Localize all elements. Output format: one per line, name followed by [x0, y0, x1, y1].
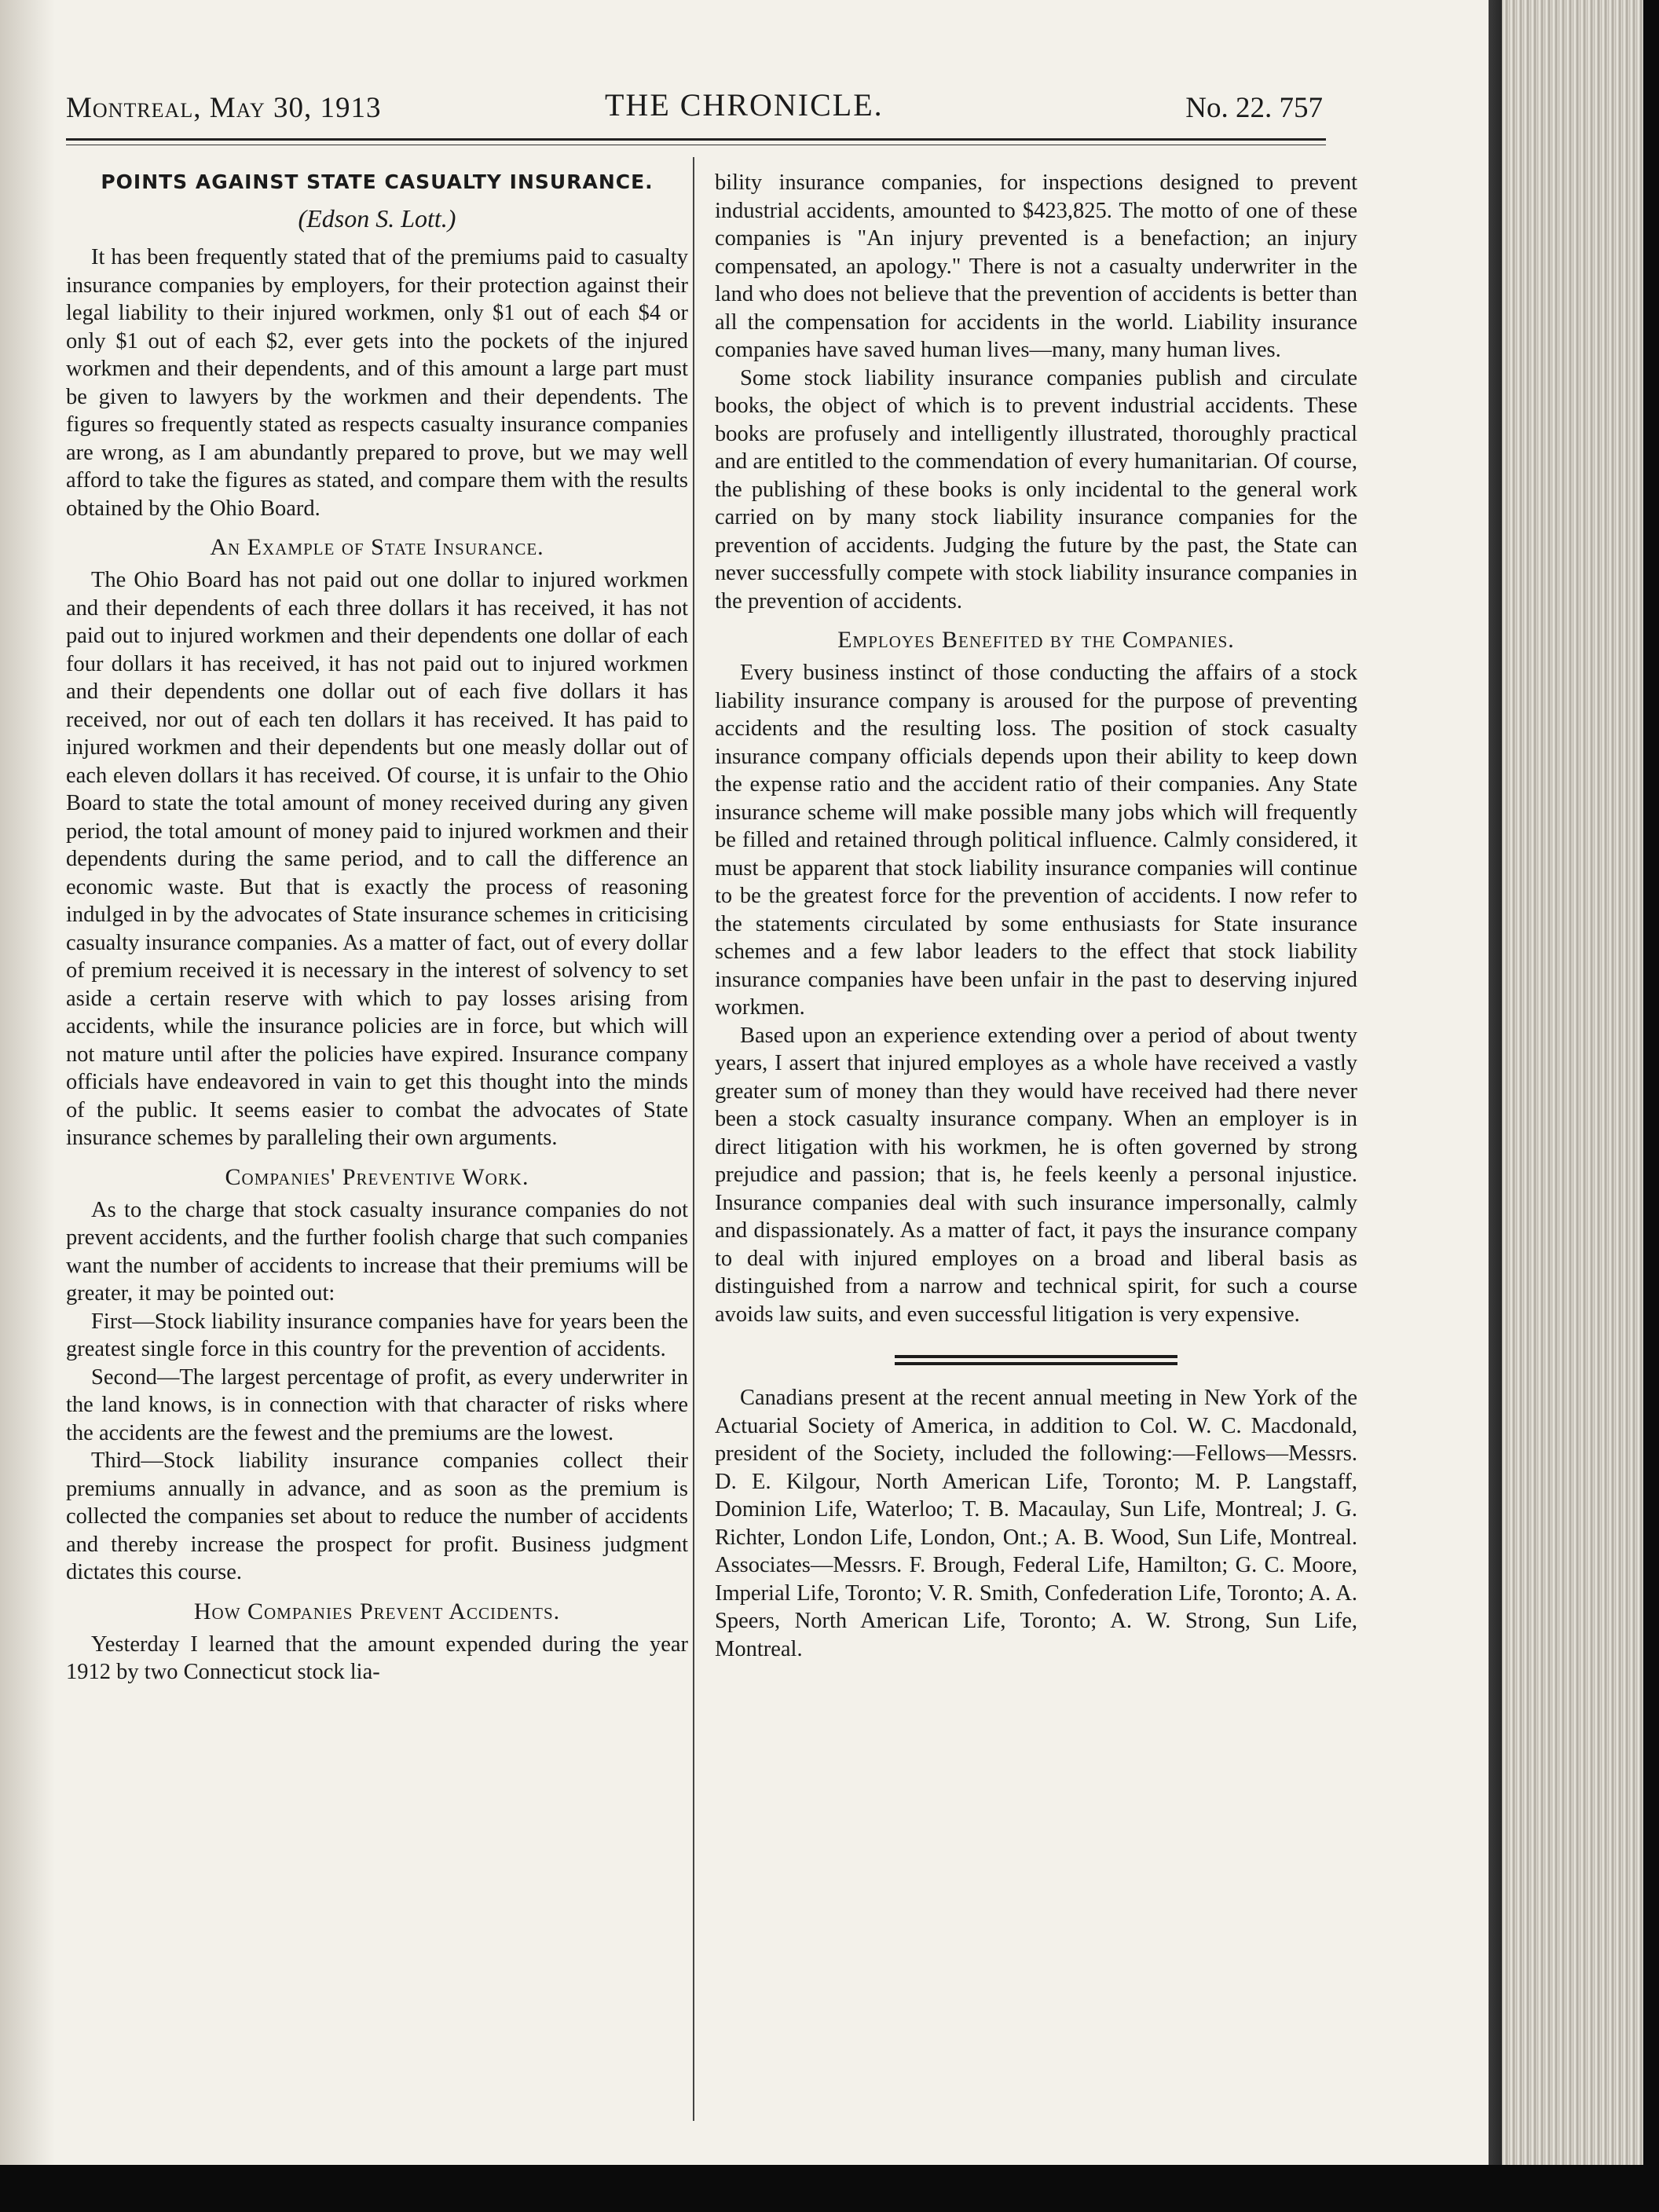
- article-intro: It has been frequently stated that of the premiums paid to casualty insurance companies by employers, for their protection against their legal liability to their injured workmen, only $1 out of each $4 or only $1 out of each $2, ever gets into the pockets of the injured workmen and their dependents, and of this amount a large part must be given to lawyers by the workmen and their dependents. The figures so frequently stated as respects casualty insurance companies are wrong, as I am abundantly prepared to prove, but we may well afford to take the figures as stated, and compare them with the results obtained by the Ohio Board.: [66, 245, 688, 521]
- paragraph: First—Stock liability insurance companies have for years been the greatest single force in this country for the prevention of accidents.: [66, 1309, 688, 1361]
- header-rule: [66, 138, 1326, 141]
- paragraph-continued: bility insurance companies, for inspections designed to prevent industrial accidents, amounted to $423,825. The motto of one of these companies is "An injury prevented is a benefaction; an injury compensated, an apology." There is not a casualty underwriter in the land who does not believe that the prevention of accidents is better than all the compensation for accidents in the world. Liability insurance companies have saved human lives—many, many human lives.: [715, 170, 1357, 362]
- paragraph: Every business instinct of those conducting the affairs of a stock liability insurance company is aroused for the purpose of preventing accidents and the resulting loss. The position of stock casualty insurance company officials depends upon their ability to keep down the expense ratio and the accident ratio of their companies. Any State insurance scheme will make possible many jobs which will frequently be filled and retained through political influence. Calmly considered, it must be apparent that stock liability insurance companies will continue to be the greatest force for the prevention of accidents. I now refer to the statements circulated by some enthusiasts for State insurance schemes and a few labor leaders to the effect that stock liability insurance companies have been unfair in the past to deserving injured workmen.: [715, 661, 1357, 1020]
- paragraph: Based upon an experience extending over a period of about twenty years, I assert that injured employes as a whole have received a vastly greater sum of money than they would have received had there never been a stock casualty insurance company. When an employer is in direct litigation with his workmen, he is often governed by strong prejudice and passion; that is, he feels keenly a personal injustice. Insurance companies deal with such insurance impersonally, calmly and dispassionately. As a matter of fact, it pays the insurance company to deal with injured employes on a broad and liberal basis as distinguished from a narrow and technical spirit, for such a course avoids law suits, and even successful litigation is very expensive.: [715, 1023, 1357, 1327]
- paragraph: The Ohio Board has not paid out one dollar to injured workmen and their dependents of each three dollars it has received, it has not paid out to injured workmen and their dependents one dollar of each four dollars it has received, it has not paid out to injured workmen and their dependents one dollar out of each five dollars it has received, nor out of each ten dollars it has received. It has paid to injured workmen and their dependents but one measly dollar out of each eleven dollars it has received. Of course, it is unfair to the Ohio Board to state the total amount of money received during any given period, the total amount of money paid to injured workmen and their dependents during the same period, and to call the difference an economic waste. But that is exactly the process of reasoning indulged in by the advocates of State insurance schemes in criticising casualty insurance companies. As a matter of fact, out of every dollar of premium received it is necessary in the interest of solvency to set aside a certain reserve with which to pay losses arising from accidents, while the insurance policies are in force, but which will not mature until after the policies have expired. Insurance company officials have endeavored in vain to get this thought into the minds of the public. It seems easier to combat the advocates of State insurance schemes by paralleling their own arguments.: [66, 568, 688, 1150]
- page-header: [66, 85, 1323, 132]
- section-heading-prevent-accidents: How Companies Prevent Accidents.: [193, 1598, 561, 1624]
- notice-paragraph: Canadians present at the recent annual meeting in New York of the Actuarial Society of America, in addition to Col. W. C. Macdonald, president of the Society, included the following:—Fellows—Messrs. D. E. Kilgour, North American Life, Toronto; M. P. Langstaff, Dominion Life, Waterloo; T. B. Macaulay, Sun Life, Montreal; J. G. Richter, London Life, London, Ont.; A. B. Wood, Sun Life, Montreal. Associates—Messrs. F. Brough, Federal Life, Hamilton; G. C. Moore, Imperial Life, Toronto; V. R. Smith, Confederation Life, Toronto; A. A. Speers, North American Life, Toronto; A. W. Strong, Sun Life, Montreal.: [715, 1386, 1357, 1661]
- right-column: [715, 169, 1357, 1663]
- paragraph: Third—Stock liability insurance companies collect their premiums annually in advance, and as soon as the premium is collected the companies set about to reduce the number of accidents and thereby increase the prospect for profit. Business judgment dictates this course.: [66, 1448, 688, 1584]
- section-heading-state-insurance: An Example of State Insurance.: [210, 534, 544, 560]
- gutter-shadow: [0, 0, 55, 2165]
- section-heading-employes-benefited: Employes Benefited by the Companies.: [837, 627, 1235, 653]
- page-edges: [1502, 0, 1643, 2165]
- paragraph: Some stock liability insurance companies publish and circulate books, the object of which is to prevent industrial accidents. These books are profusely and intelligently illustrated, thoroughly practical and are entitled to the commendation of every humanitarian. Of course, the publishing of these books is only incidental to the general work carried on by many stock liability insurance companies for the prevention of accidents. Judging the future by the past, the State can never successfully compete with stock liability insurance companies in the prevention of accidents.: [715, 365, 1357, 613]
- column-divider: [693, 157, 694, 2121]
- article-byline: (Edson S. Lott.): [298, 204, 456, 233]
- section-heading-preventive-work: Companies' Preventive Work.: [225, 1163, 529, 1190]
- article-title: POINTS AGAINST STATE CASUALTY INSURANCE.: [101, 170, 654, 193]
- paragraph: Second—The largest percentage of profit, as every underwriter in the land knows, is in connection with that character of risks where the accidents are the fewest and the premiums are the lowest.: [66, 1364, 688, 1445]
- header-title: THE CHRONICLE.: [605, 87, 884, 123]
- paragraph: Yesterday I learned that the amount expended during the year 1912 by two Connecticut stock lia-: [66, 1632, 688, 1684]
- section-separator: [895, 1355, 1177, 1365]
- header-issue: No. 22. 757: [1185, 92, 1323, 124]
- header-date: Montreal, May 30, 1913: [66, 92, 382, 124]
- left-column: [66, 169, 688, 1686]
- paragraph: As to the charge that stock casualty insurance companies do not prevent accidents, and the further foolish charge that such companies want the number of accidents to increase that their premiums will be greater, it may be pointed out:: [66, 1197, 688, 1306]
